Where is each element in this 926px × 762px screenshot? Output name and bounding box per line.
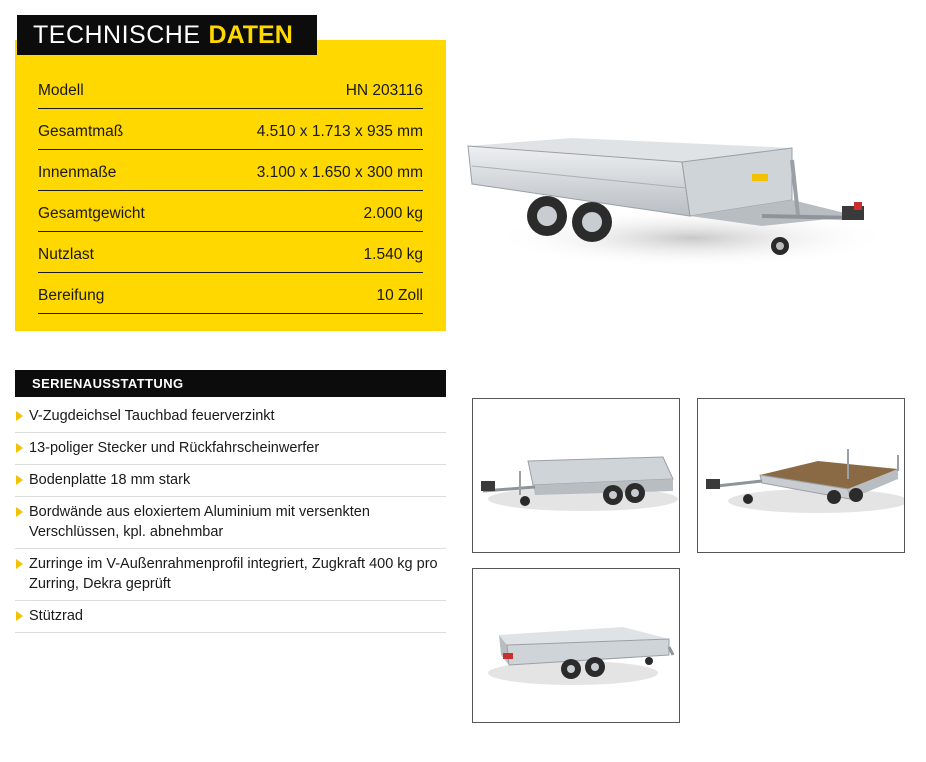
feature-text: Bodenplatte 18 mm stark (29, 472, 191, 488)
trailer-rear-photo[interactable] (472, 568, 680, 723)
trailer-side-photo[interactable] (472, 398, 680, 553)
spec-value: 3.100 x 1.650 x 300 mm (256, 164, 423, 181)
spec-label: Gesamtgewicht (38, 205, 145, 222)
bullet-triangle-icon (16, 411, 23, 421)
trailer-open-photo[interactable] (697, 398, 905, 553)
list-item (15, 401, 446, 433)
bullet-triangle-icon (16, 611, 23, 621)
spec-row-innenmasse (38, 150, 423, 191)
bullet-triangle-icon (16, 507, 23, 517)
list-item (15, 465, 446, 497)
feature-text: Zurringe im V-Außenrahmenprofil integriert, Zugkraft 400 kg pro Zurring, Dekra geprüft (29, 556, 438, 592)
spec-label: Nutzlast (38, 246, 94, 263)
heading-part-1: TECHNISCHE (33, 20, 201, 49)
spec-row-modell (38, 68, 423, 109)
trailer-main-photo (462, 120, 892, 290)
bullet-triangle-icon (16, 475, 23, 485)
list-item (15, 433, 446, 465)
spec-box (15, 40, 446, 331)
spec-row-nutzlast (38, 232, 423, 273)
spec-label: Gesamtmaß (38, 123, 124, 140)
list-item (15, 601, 446, 633)
spec-value: 1.540 kg (363, 246, 423, 263)
heading-part-2: DATEN (208, 20, 293, 49)
feature-text: V-Zugdeichsel Tauchbad feuerverzinkt (29, 408, 275, 424)
bullet-triangle-icon (16, 443, 23, 453)
bullet-triangle-icon (16, 559, 23, 569)
spec-row-gesamtgewicht (38, 191, 423, 232)
technical-data-heading (17, 15, 317, 55)
feature-text: Bordwände aus eloxiertem Aluminium mit versenkten Verschlüssen, kpl. abnehmbar (29, 504, 370, 540)
list-item (15, 497, 446, 549)
feature-text: Stützrad (29, 608, 83, 624)
spec-label: Innenmaße (38, 164, 117, 181)
feature-text: 13-poliger Stecker und Rückfahrscheinwerfer (29, 440, 320, 456)
spec-row-bereifung (38, 273, 423, 314)
spec-value: 2.000 kg (363, 205, 423, 222)
serienausstattung-title: SERIENAUSSTATTUNG (32, 376, 184, 391)
spec-row-gesamtmass (38, 109, 423, 150)
serienausstattung-heading (15, 370, 446, 397)
spec-label: Modell (38, 82, 84, 99)
spec-value: 4.510 x 1.713 x 935 mm (256, 123, 423, 140)
spec-value: HN 203116 (345, 82, 423, 99)
feature-list (15, 401, 446, 633)
spec-value: 10 Zoll (376, 287, 423, 304)
list-item (15, 549, 446, 601)
spec-label: Bereifung (38, 287, 105, 304)
